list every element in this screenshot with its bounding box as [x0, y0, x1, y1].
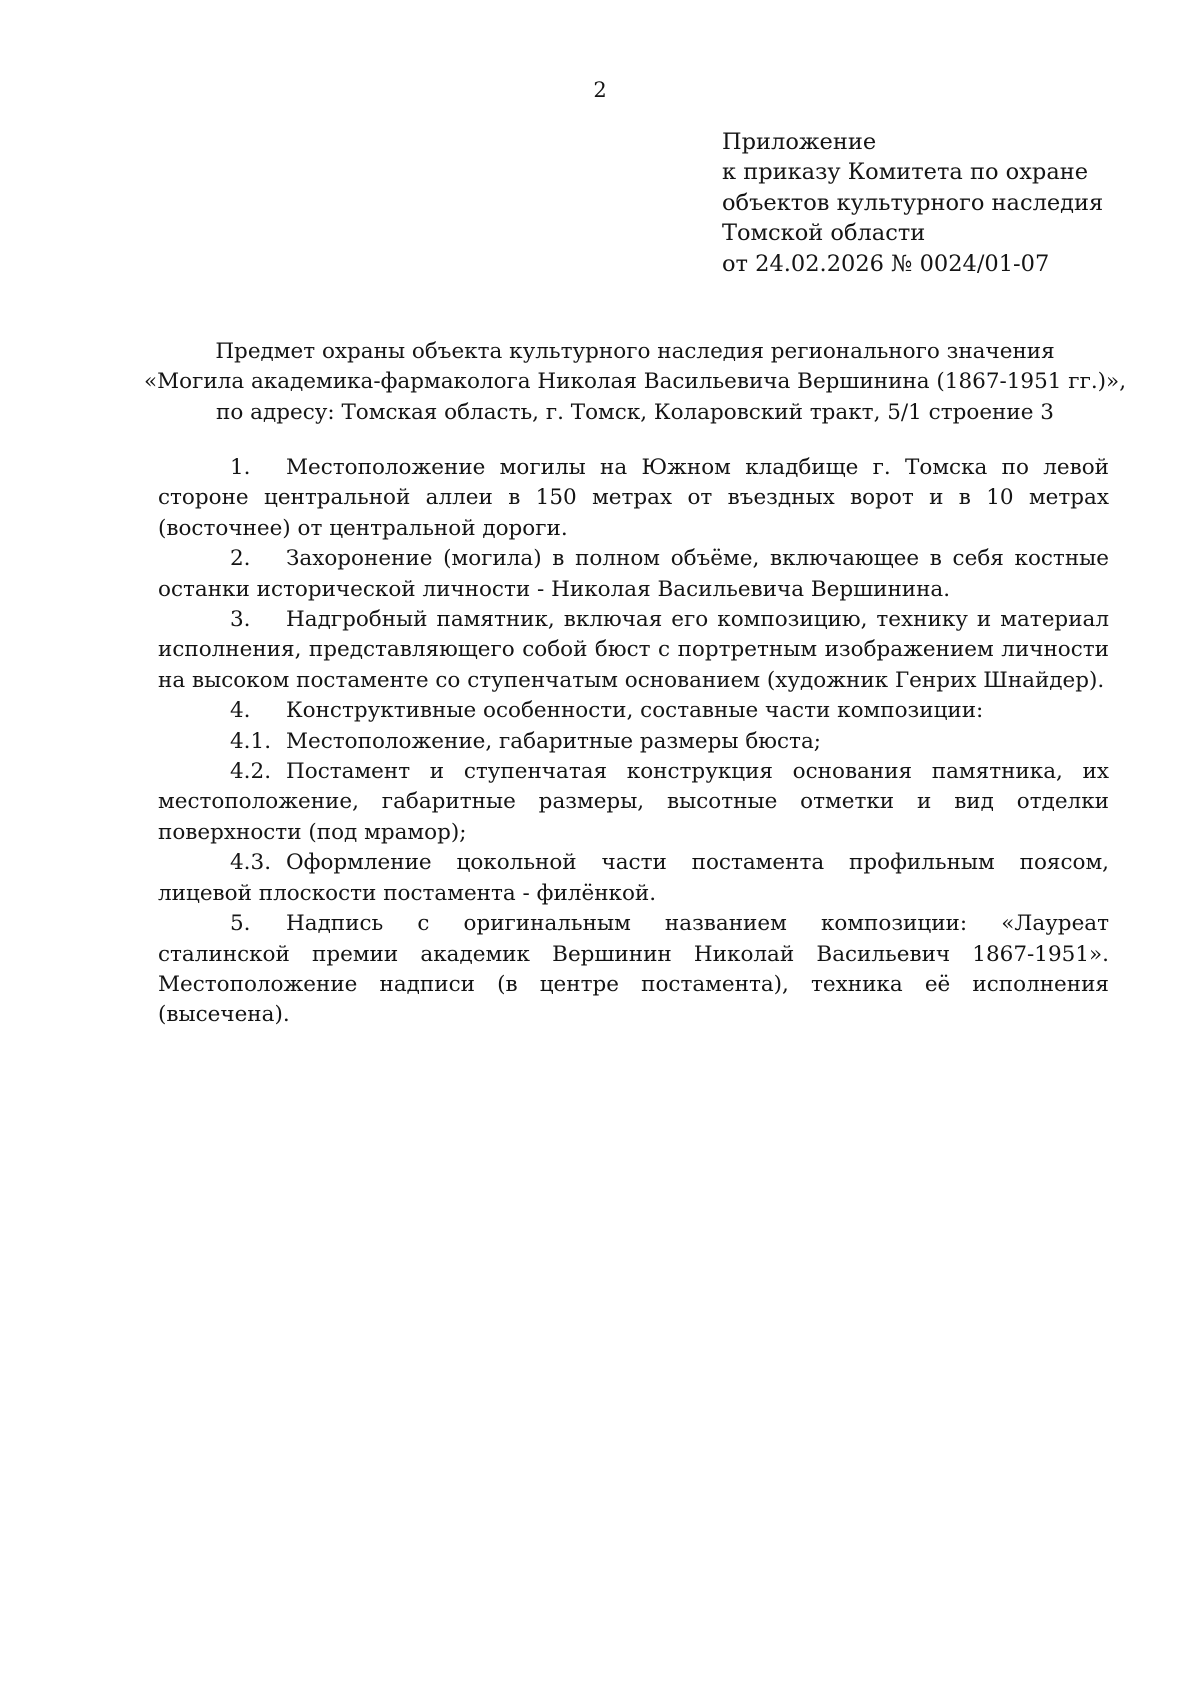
appendix-line: объектов культурного наследия	[722, 189, 1104, 216]
item-text: Конструктивные особенности, составные части композиции:	[286, 698, 984, 724]
item-text: Постамент и ступенчатая конструкция основания памятника, их местоположение, габаритные размеры, высотные отметки и вид отделки поверхности (под мрамор);	[158, 759, 1109, 845]
item-number: 5.	[230, 911, 251, 937]
appendix-date-number: от 24.02.2026 № 0024/01-07	[722, 250, 1050, 277]
item-text: Надгробный памятник, включая его композицию, технику и материал исполнения, представляющего собой бюст с портретным изображением личности на высоком постаменте со ступенчатым основанием (художник Генрих Шнайдер).	[158, 607, 1109, 693]
list-item	[158, 848, 1109, 909]
document-title	[140, 337, 1130, 428]
item-number: 4.3.	[230, 850, 272, 876]
item-number: 3.	[230, 607, 251, 633]
item-number: 4.1.	[230, 728, 272, 754]
list-item	[158, 757, 1109, 848]
item-number: 4.	[230, 698, 251, 724]
item-number: 2.	[230, 546, 251, 572]
item-number: 4.2.	[230, 759, 272, 785]
list-item	[158, 605, 1109, 696]
item-number: 1.	[230, 455, 251, 480]
appendix-block	[722, 127, 1172, 279]
list-item	[158, 696, 1109, 726]
page-number: 2	[593, 78, 607, 102]
item-text: Местоположение могилы на Южном кладбище г. Томска по левой стороне центральной аллеи в 150 метрах от въездных ворот и в 10 метрах (восточнее) от центральной дороги.	[158, 455, 1109, 541]
title-line: Предмет охраны объекта культурного наследия регионального значения	[215, 339, 1055, 364]
title-line: по адресу: Томская область, г. Томск, Коларовский тракт, 5/1 строение 3	[216, 399, 1054, 425]
title-line: «Могила академика-фармаколога Николая Васильевича Вершинина (1867-1951 гг.)»,	[143, 369, 1127, 395]
list-item	[158, 544, 1109, 605]
list-item	[158, 909, 1109, 1031]
item-text: Местоположение, габаритные размеры бюста;	[286, 728, 822, 754]
appendix-line: Томской области	[722, 220, 926, 247]
appendix-line: Приложение	[722, 129, 877, 155]
item-text: Захоронение (могила) в полном объёме, включающее в себя костные останки исторической личности - Николая Васильевича Вершинина.	[158, 546, 1109, 602]
item-text: Надпись с оригинальным названием композиции: «Лауреат сталинской премии академик Вершинин Николай Васильевич 1867-1951». Местоположение надписи (в центре постамента), техника её исполнения (высечена).	[158, 911, 1109, 1028]
list-item	[158, 727, 1109, 757]
appendix-line: к приказу Комитета по охране	[722, 159, 1089, 186]
document-body	[158, 453, 1109, 1031]
item-text: Оформление цокольной части постамента профильным поясом, лицевой плоскости постамента - филёнкой.	[158, 850, 1109, 906]
list-item	[158, 453, 1109, 544]
